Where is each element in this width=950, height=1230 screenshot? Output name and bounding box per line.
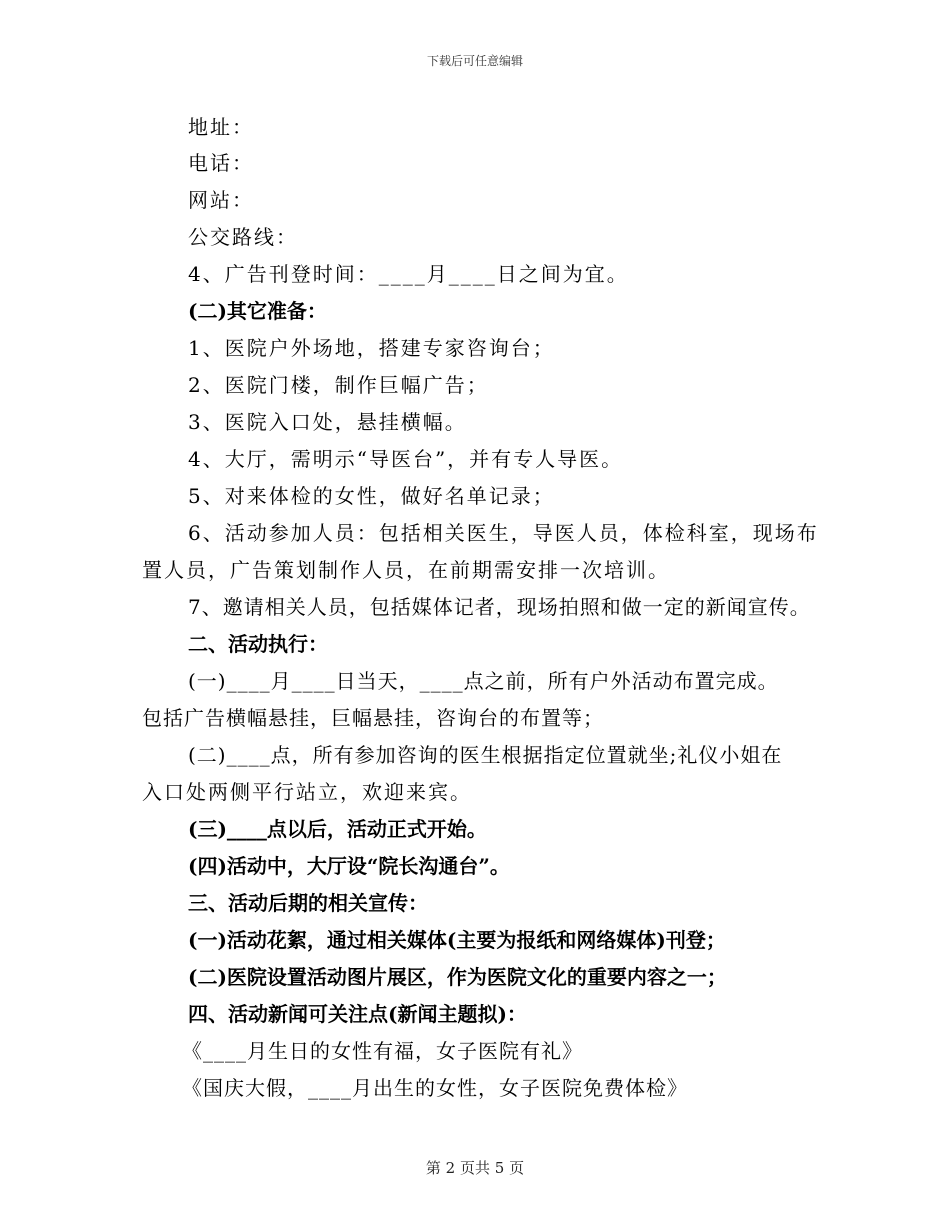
exec-step-2: (二)____点，所有参加咨询的医生根据指定位置就坐;礼仪小姐在 <box>188 743 783 767</box>
page-footer: 第 2 页共 5 页 <box>425 1159 525 1177</box>
post-item-2: (二)医院设置活动图片展区，作为医院文化的重要内容之一； <box>188 965 727 989</box>
prep-item-5: 5、对来体检的女性，做好名单记录； <box>188 484 555 508</box>
post-item-1: (一)活动花絮，通过相关媒体(主要为报纸和网络媒体)刊登； <box>188 928 726 952</box>
prep-item-4: 4、大厅，需明示“导医台”，并有专人导医。 <box>188 447 624 471</box>
prep-item-1: 1、医院户外场地，搭建专家咨询台； <box>188 336 555 360</box>
exec-step-2-cont: 入口处两侧平行站立，欢迎来宾。 <box>142 780 472 804</box>
news-title-1: 《____月生日的女性有福，女子医院有礼》 <box>182 1039 583 1063</box>
section-execution: 二、活动执行： <box>188 632 328 656</box>
page-header: 下载后可任意编辑 <box>426 54 523 68</box>
section-post-promotion: 三、活动后期的相关宣传： <box>188 891 428 915</box>
website-line: 网站： <box>188 188 254 212</box>
ad-period-line: 4、广告刊登时间：____月____日之间为宜。 <box>188 262 629 286</box>
prep-item-6: 6、活动参加人员：包括相关医生，导医人员，体检科室，现场布 <box>188 521 819 545</box>
prep-item-3: 3、医院入口处，悬挂横幅。 <box>188 410 467 434</box>
exec-step-3: (三)____点以后，活动正式开始。 <box>188 817 487 841</box>
phone-line: 电话： <box>188 151 254 175</box>
exec-step-1: (一)____月____日当天，____点之前，所有户外活动布置完成。 <box>188 669 779 693</box>
section-news-points: 四、活动新闻可关注点(新闻主题拟)： <box>188 1002 527 1026</box>
prep-item-2: 2、医院门楼，制作巨幅广告； <box>188 373 489 397</box>
address-line: 地址： <box>188 115 254 139</box>
exec-step-1-cont: 包括广告横幅悬挂，巨幅悬挂，咨询台的布置等； <box>142 706 604 730</box>
exec-step-4: (四)活动中，大厅设“院长沟通台”。 <box>188 854 510 878</box>
section-other-prep: (二)其它准备： <box>188 299 327 323</box>
news-title-2: 《国庆大假，____月出生的女性，女子医院免费体检》 <box>182 1076 688 1100</box>
prep-item-7: 7、邀请相关人员，包括媒体记者，现场拍照和做一定的新闻宣传。 <box>188 595 811 619</box>
prep-item-6-cont: 置人员，广告策划制作人员，在前期需安排一次培训。 <box>142 558 670 582</box>
bus-route-line: 公交路线： <box>188 225 298 249</box>
